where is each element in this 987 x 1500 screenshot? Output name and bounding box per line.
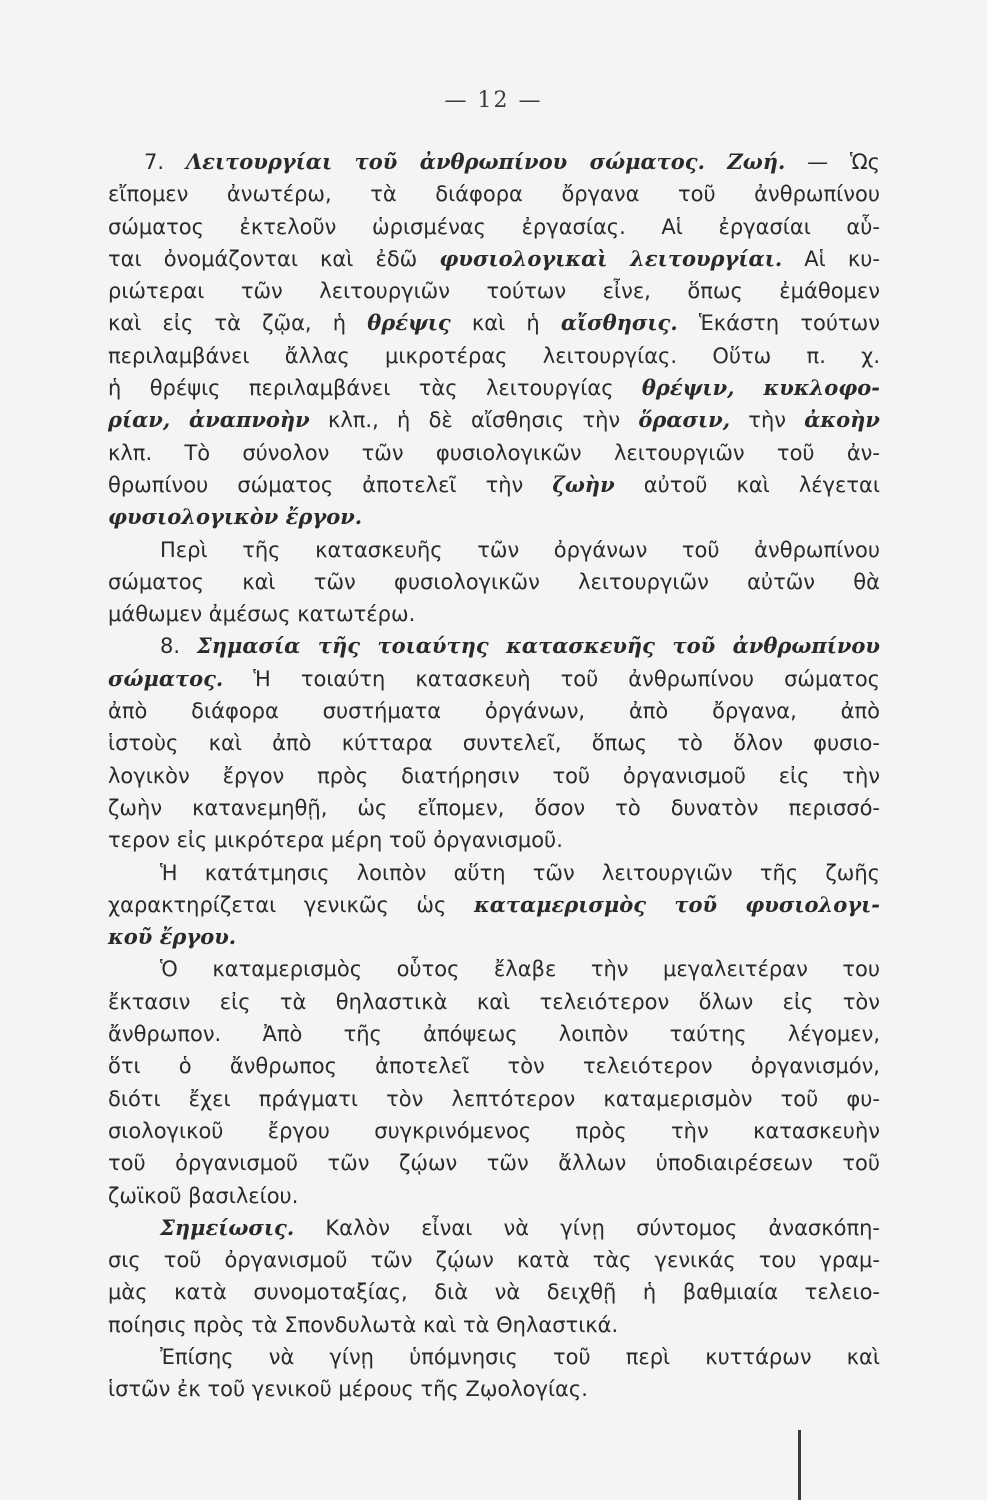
body-text: — Ὡς	[785, 150, 880, 174]
text-line	[108, 953, 880, 985]
text-line	[108, 1373, 880, 1405]
body-text: ποίησις πρὸς τὰ Σπονδυλωτὰ καὶ τὰ Θηλαστικά.	[108, 1312, 619, 1337]
emphasis-text: Σημείωσις.	[160, 1214, 295, 1240]
body-text: ἄνθρωπον. Ἀπὸ τῆς ἀπόψεως λοιπὸν ταύτης λέγομεν,	[108, 1022, 880, 1047]
text-line	[108, 501, 880, 533]
body-text: θρωπίνου σώματος ἀποτελεῖ τὴν	[108, 472, 553, 497]
emphasis-text: καταμερισμὸς τοῦ φυσιολογι-	[473, 891, 880, 917]
binding-mark	[798, 1430, 801, 1500]
text-line	[108, 663, 880, 695]
body-text: καὶ ἡ	[450, 311, 561, 336]
body-text: ὅτι ὁ ἄνθρωπος ἀποτελεῖ τὸν τελειότερον ὀργανισμόν,	[108, 1054, 880, 1079]
body-text: μὰς κατὰ συνομοταξίας, διὰ νὰ δειχθῇ ἡ βαθμιαία τελειο-	[108, 1280, 880, 1305]
text-line	[108, 178, 880, 210]
text-line	[108, 857, 880, 889]
text-line	[108, 534, 880, 566]
text-line	[108, 1212, 880, 1244]
body-text: διότι ἔχει πράγματι τὸν λεπτότερον καταμερισμὸν τοῦ φυ-	[108, 1086, 880, 1111]
body-text: ζωϊκοῦ βασιλείου.	[108, 1183, 299, 1208]
body-text: περιλαμβάνει ἄλλας μικροτέρας λειτουργίας. Οὕτω π. χ.	[108, 343, 880, 368]
body-text: σώματος καὶ τῶν φυσιολογικῶν λειτουργιῶν αὐτῶν θὰ	[108, 569, 880, 594]
text-line	[108, 1276, 880, 1308]
body-text: χαρακτηρίζεται γενικῶς ὡς	[108, 892, 474, 917]
text-line	[108, 211, 880, 243]
text-line	[108, 1083, 880, 1115]
emphasis-text: θρέψιν, κυκλοφο-	[641, 375, 880, 401]
body-text: Ἡ τοιαύτη κατασκευὴ τοῦ ἀνθρωπίνου σώματος	[223, 666, 880, 691]
body-text: Περὶ τῆς κατασκευῆς τῶν ὀργάνων τοῦ ἀνθρωπίνου	[160, 537, 880, 562]
body-text: τερον εἰς μικρότερα μέρη τοῦ ὀργανισμοῦ.	[108, 828, 563, 853]
text-line	[108, 1147, 880, 1179]
text-line	[108, 1341, 880, 1373]
emphasis-text: ἀκοὴν	[804, 407, 880, 433]
emphasis-text: ζωὴν	[552, 471, 615, 497]
body-text: μάθωμεν ἀμέσως κατωτέρω.	[108, 602, 416, 627]
text-line	[108, 469, 880, 501]
emphasis-text: Σημασία τῆς τοιαύτης κατασκευῆς τοῦ ἀνθρωπίνου	[196, 633, 881, 659]
body-text: ἱστῶν ἐκ τοῦ γενικοῦ μέρους τῆς Ζῳολογίας.	[108, 1377, 588, 1402]
body-text: ἀπὸ διάφορα συστήματα ὀργάνων, ἀπὸ ὄργανα, ἀπὸ	[108, 699, 880, 724]
emphasis-text: φυσιολογικαὶ λειτουργίαι.	[439, 245, 783, 271]
text-line	[108, 1244, 880, 1276]
emphasis-text: ὅρασιν,	[638, 407, 731, 433]
text-line	[108, 1115, 880, 1147]
text-line	[108, 372, 880, 404]
emphasis-text: σώματος.	[108, 665, 224, 691]
text-line	[108, 566, 880, 598]
body-text: Ἑκάστη τούτων	[677, 311, 880, 336]
body-text: ἔκτασιν εἰς τὰ θηλαστικὰ καὶ τελειότερον ὅλων εἰς τὸν	[108, 989, 880, 1014]
body-text: κλπ. Τὸ σύνολον τῶν φυσιολογικῶν λειτουργιῶν τοῦ ἀν-	[108, 440, 880, 465]
text-line	[108, 146, 880, 178]
page-body	[108, 146, 880, 1406]
body-text: Αἱ κυ-	[782, 246, 880, 271]
text-line	[108, 437, 880, 469]
text-line	[108, 1050, 880, 1082]
body-text: Καλὸν εἶναι νὰ γίνῃ σύντομος ἀνασκόπη-	[294, 1215, 880, 1240]
text-line	[108, 986, 880, 1018]
body-text: κλπ., ἡ δὲ αἴσθησις τὴν	[309, 408, 639, 433]
emphasis-text: φυσιολογικὸν ἔργον.	[108, 504, 363, 530]
text-line	[108, 404, 880, 436]
body-text: σις τοῦ ὀργανισμοῦ τῶν ζῴων κατὰ τὰς γενικάς του γραμ-	[108, 1248, 880, 1273]
text-line	[108, 889, 880, 921]
text-line	[108, 275, 880, 307]
emphasis-text: ρίαν, ἀναπνοὴν	[108, 407, 310, 433]
text-line	[108, 630, 880, 662]
body-text: σώματος ἐκτελοῦν ὡρισμένας ἐργασίας. Αἱ ἐργασίαι αὗ-	[108, 214, 880, 239]
text-line	[108, 307, 880, 339]
body-text: Ὁ καταμερισμὸς οὗτος ἔλαβε τὴν μεγαλειτέραν του	[160, 957, 880, 982]
body-text: Ἐπίσης νὰ γίνῃ ὑπόμνησις τοῦ περὶ κυττάρων καὶ	[160, 1344, 880, 1369]
body-text: Ἡ κατάτμησις λοιπὸν αὕτη τῶν λειτουργιῶν τῆς ζωῆς	[160, 860, 880, 885]
page-number: — 12 —	[444, 88, 543, 113]
body-text: τὴν	[730, 408, 805, 433]
emphasis-text: κοῦ ἔργου.	[108, 924, 237, 950]
body-text: σιολογικοῦ ἔργου συγκρινόμενος πρὸς τὴν κατασκευὴν	[108, 1118, 880, 1143]
text-line	[108, 921, 880, 953]
emphasis-text: θρέψις	[367, 310, 451, 336]
text-line	[108, 792, 880, 824]
text-line	[108, 760, 880, 792]
text-line	[108, 598, 880, 630]
body-text: τοῦ ὀργανισμοῦ τῶν ζῴων τῶν ἄλλων ὑποδιαιρέσεων τοῦ	[108, 1151, 880, 1176]
text-line	[108, 1018, 880, 1050]
body-text: 8.	[160, 634, 197, 659]
body-text: αὐτοῦ καὶ λέγεται	[614, 472, 880, 497]
emphasis-text: αἴσθησις.	[560, 310, 678, 336]
emphasis-text: Λειτουργίαι τοῦ ἀνθρωπίνου σώματος. Ζωή.	[185, 149, 786, 174]
body-text: ριώτεραι τῶν λειτουργιῶν τούτων εἶνε, ὅπως ἐμάθομεν	[108, 279, 880, 304]
text-line	[108, 243, 880, 275]
body-text: ἡ θρέψις περιλαμβάνει τὰς λειτουργίας	[108, 376, 642, 401]
text-line	[108, 727, 880, 759]
body-text: ζωὴν κατανεμηθῇ, ὡς εἴπομεν, ὅσον τὸ δυνατὸν περισσό-	[108, 795, 880, 820]
text-line	[108, 1309, 880, 1341]
text-line	[108, 1180, 880, 1212]
text-line	[108, 824, 880, 856]
body-text: λογικὸν ἔργον πρὸς διατήρησιν τοῦ ὀργανισμοῦ εἰς τὴν	[108, 763, 880, 788]
text-line	[108, 340, 880, 372]
body-text: εἴπομεν ἀνωτέρω, τὰ διάφορα ὄργανα τοῦ ἀνθρωπίνου	[108, 182, 880, 207]
body-text: ἱστοὺς καὶ ἀπὸ κύτταρα συντελεῖ, ὅπως τὸ ὅλον φυσιο-	[108, 731, 880, 756]
text-line	[108, 695, 880, 727]
body-text: καὶ εἰς τὰ ζῷα, ἡ	[108, 311, 368, 336]
body-text: ται ὀνομάζονται καὶ ἐδῶ	[108, 246, 440, 271]
body-text: 7.	[144, 150, 186, 174]
